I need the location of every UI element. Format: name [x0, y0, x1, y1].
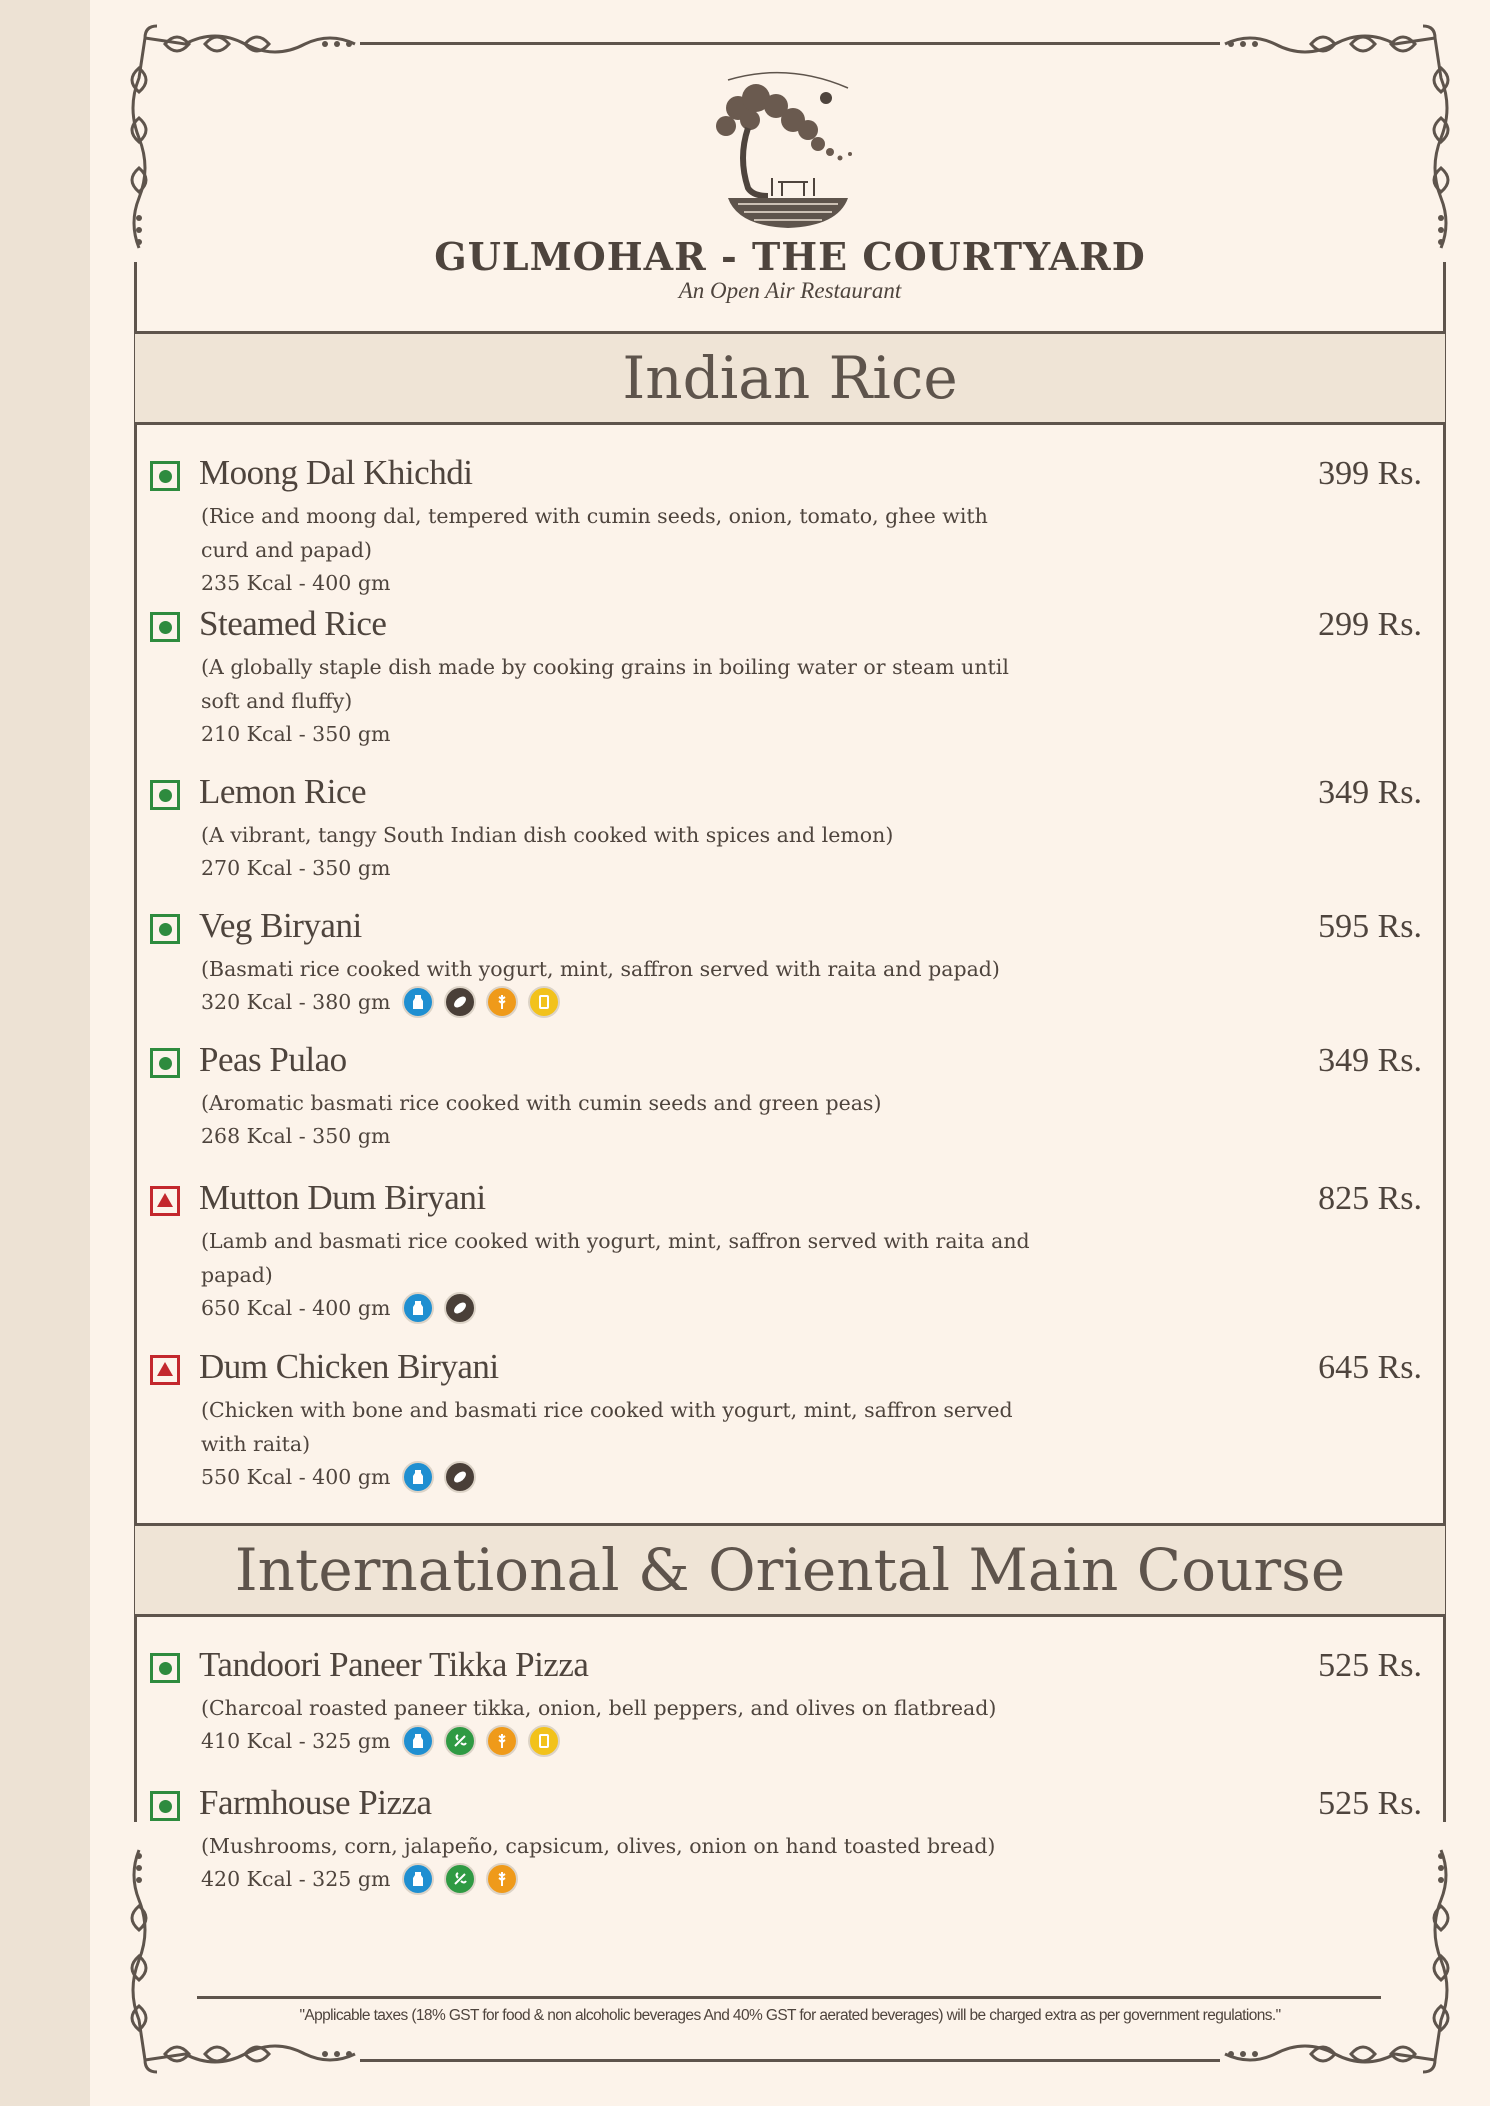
item-nutrition: [201, 1461, 476, 1493]
item-price: 399 Rs.: [1318, 455, 1422, 492]
veg-icon: [150, 914, 180, 944]
menu-item: [150, 772, 1430, 882]
item-nutrition: [201, 1292, 476, 1324]
gluten-icon: [444, 1461, 476, 1493]
allergen-icons: [402, 1725, 560, 1757]
item-description: (A vibrant, tangy South Indian dish cooked with spices and lemon): [201, 823, 894, 847]
soy-icon: [528, 1725, 560, 1757]
dairy-icon: [402, 1863, 434, 1895]
restaurant-name: GULMOHAR - THE COURTYARD: [434, 234, 1146, 279]
menu-item: [150, 1178, 1430, 1328]
item-name: Peas Pulao: [199, 1040, 347, 1079]
item-description: (Lamb and basmati rice cooked with yogurt, mint, saffron served with raita and papad): [201, 1229, 1030, 1287]
menu-item: [150, 1783, 1430, 1898]
left-margin-strip: [0, 0, 90, 2106]
item-nutrition: [201, 722, 390, 746]
menu-item: [150, 1347, 1430, 1497]
item-nutrition: [201, 1124, 390, 1148]
section-title-indian-rice: Indian Rice: [135, 331, 1445, 425]
item-meta-text: 210 Kcal - 350 gm: [201, 722, 391, 746]
allergen-icons: [402, 1461, 476, 1493]
wheat-icon: [486, 986, 518, 1018]
veg-icon: [150, 612, 180, 642]
corner-ornament-top-left: [125, 18, 365, 268]
item-name: Dum Chicken Biryani: [199, 1347, 499, 1386]
nonveg-icon: [150, 1186, 180, 1216]
menu-item: [150, 453, 1430, 598]
veg-icon: [150, 461, 180, 491]
dairy-icon: [402, 1461, 434, 1493]
item-price: 595 Rs.: [1318, 908, 1422, 945]
section-title-international-main-course: International & Oriental Main Course: [135, 1523, 1445, 1617]
veg-icon: [150, 780, 180, 810]
item-description: (A globally staple dish made by cooking grains in boiling water or steam until soft and fluffy): [201, 655, 1009, 713]
item-price: 525 Rs.: [1318, 1647, 1422, 1684]
item-price: 645 Rs.: [1318, 1349, 1422, 1386]
item-nutrition: [201, 1863, 518, 1895]
dairy-icon: [402, 1725, 434, 1757]
dairy-icon: [402, 1292, 434, 1324]
item-price: 349 Rs.: [1318, 1042, 1422, 1079]
item-description: (Chicken with bone and basmati rice cooked with yogurt, mint, saffron served with raita): [201, 1398, 1013, 1456]
item-nutrition: [201, 986, 560, 1018]
restaurant-logo: [698, 68, 878, 236]
item-meta-text: 420 Kcal - 325 gm: [201, 1867, 391, 1891]
allergen-icons: [402, 1292, 476, 1324]
item-name: Mutton Dum Biryani: [199, 1178, 486, 1217]
menu-item: [150, 1645, 1430, 1760]
item-description: (Rice and moong dal, tempered with cumin seeds, onion, tomato, ghee with curd and papad): [201, 504, 988, 562]
item-name: Moong Dal Khichdi: [199, 453, 473, 492]
veg-icon: [150, 1653, 180, 1683]
item-nutrition: [201, 571, 390, 595]
allergen-icons: [402, 1863, 518, 1895]
item-description: (Mushrooms, corn, jalapeño, capsicum, olives, onion on hand toasted bread): [201, 1834, 996, 1858]
gluten-icon: [444, 1292, 476, 1324]
menu-item: [150, 604, 1430, 749]
item-name: Farmhouse Pizza: [199, 1783, 432, 1822]
nonveg-icon: [150, 1355, 180, 1385]
menu-item: [150, 906, 1430, 1021]
frame-bottom-line: [360, 2059, 1220, 2062]
item-name: Veg Biryani: [199, 906, 362, 945]
item-description: (Aromatic basmati rice cooked with cumin seeds and green peas): [201, 1091, 882, 1115]
item-description: (Charcoal roasted paneer tikka, onion, bell peppers, and olives on flatbread): [201, 1696, 997, 1720]
tax-disclaimer: "Applicable taxes (18% GST for food & non alcoholic beverages And 40% GST for aerated beverages) will be charged extra as per government regulations.": [299, 2007, 1281, 2024]
wheat-icon: [486, 1863, 518, 1895]
vegan-icon: [444, 1863, 476, 1895]
soy-icon: [528, 986, 560, 1018]
veg-icon: [150, 1791, 180, 1821]
menu-item: [150, 1040, 1430, 1155]
item-meta-text: 268 Kcal - 350 gm: [201, 1124, 391, 1148]
item-meta-text: 270 Kcal - 350 gm: [201, 856, 391, 880]
item-name: Lemon Rice: [199, 772, 367, 811]
item-meta-text: 410 Kcal - 325 gm: [201, 1729, 391, 1753]
wheat-icon: [486, 1725, 518, 1757]
item-price: 825 Rs.: [1318, 1180, 1422, 1217]
dairy-icon: [402, 986, 434, 1018]
item-meta-text: 650 Kcal - 400 gm: [201, 1296, 391, 1320]
item-meta-text: 550 Kcal - 400 gm: [201, 1465, 391, 1489]
item-name: Tandoori Paneer Tikka Pizza: [199, 1645, 589, 1684]
item-nutrition: [201, 1725, 560, 1757]
item-price: 299 Rs.: [1318, 606, 1422, 643]
item-meta-text: 235 Kcal - 400 gm: [201, 571, 391, 595]
item-price: 525 Rs.: [1318, 1785, 1422, 1822]
corner-ornament-top-right: [1215, 18, 1455, 268]
item-nutrition: [201, 856, 390, 880]
vegan-icon: [444, 1725, 476, 1757]
restaurant-tagline: An Open Air Restaurant: [678, 278, 902, 303]
veg-icon: [150, 1048, 180, 1078]
allergen-icons: [402, 986, 560, 1018]
item-meta-text: 320 Kcal - 380 gm: [201, 990, 391, 1014]
item-name: Steamed Rice: [199, 604, 387, 643]
gluten-icon: [444, 986, 476, 1018]
item-price: 349 Rs.: [1318, 774, 1422, 811]
frame-top-line: [360, 42, 1220, 45]
item-description: (Basmati rice cooked with yogurt, mint, saffron served with raita and papad): [201, 957, 1000, 981]
footer-divider: [197, 1996, 1381, 1999]
